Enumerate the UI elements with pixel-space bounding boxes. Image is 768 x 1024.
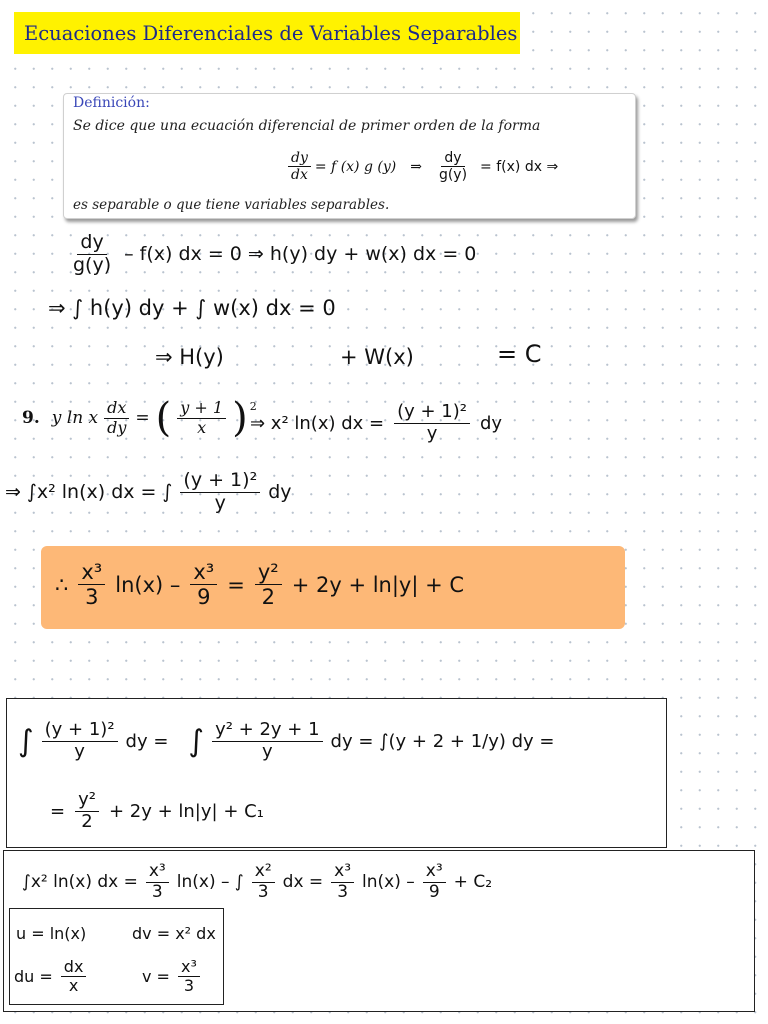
result-term-2 bbox=[190, 560, 217, 609]
parts-v-label: v = bbox=[142, 967, 170, 987]
parts-v-fraction bbox=[178, 958, 200, 996]
result-equation bbox=[55, 560, 464, 609]
definition-line-1: Se dice que una ecuación diferencial de primer orden de la forma bbox=[73, 118, 541, 134]
problem-hw-dy: dy bbox=[480, 412, 503, 434]
step-line-3a: ⇒ H(y) bbox=[155, 345, 224, 369]
work-y-fraction-3 bbox=[75, 790, 99, 832]
right-paren: ) bbox=[232, 395, 248, 441]
work-y-fraction-2 bbox=[212, 720, 322, 762]
problem-9 bbox=[22, 395, 257, 441]
dx-dy-fraction bbox=[104, 399, 129, 437]
fraction-numerator: x³ bbox=[78, 560, 105, 585]
parts-dv: dv = x² dx bbox=[132, 924, 216, 943]
step-line-1 bbox=[70, 232, 476, 277]
parts-du-label: du = bbox=[14, 967, 53, 987]
fraction-denominator: 9 bbox=[428, 881, 440, 902]
fraction-numerator: (y + 1)² bbox=[180, 470, 260, 493]
problem-lhs: y ln x bbox=[51, 408, 99, 428]
fraction-numerator: dy bbox=[77, 232, 106, 255]
work-y-dy-1: dy = bbox=[125, 730, 169, 752]
integral-line bbox=[5, 470, 292, 515]
fraction-denominator: 3 bbox=[183, 976, 194, 996]
dy-dx-fraction bbox=[288, 150, 311, 183]
fraction-numerator: y² + 2y + 1 bbox=[212, 720, 322, 742]
integral-sign: ∫ bbox=[18, 723, 34, 759]
work-x-mid: ln(x) – ∫ bbox=[176, 872, 244, 893]
parts-u: u = ln(x) bbox=[16, 924, 87, 943]
fraction-numerator: dy bbox=[441, 150, 464, 167]
fraction-numerator: x³ bbox=[331, 862, 354, 883]
fraction-numerator: dx bbox=[104, 399, 129, 418]
problem-number: 9. bbox=[22, 408, 40, 428]
problem-handwritten bbox=[250, 402, 502, 444]
problem-equals: = bbox=[135, 408, 150, 428]
fraction-numerator: x³ bbox=[190, 560, 217, 585]
integral-sign: ∫ bbox=[188, 723, 205, 759]
result-term-1 bbox=[78, 560, 105, 609]
fraction-denominator: 3 bbox=[257, 881, 269, 902]
result-term-3-rest: + 2y + ln|y| + C bbox=[291, 572, 465, 597]
work-x-fraction-1 bbox=[146, 862, 169, 902]
formula-rhs: = f (x) g (y) bbox=[314, 158, 397, 175]
fraction-denominator: 9 bbox=[197, 585, 211, 610]
problem-hw-lhs: ⇒ x² ln(x) dx = bbox=[250, 412, 385, 434]
fraction-numerator: y + 1 bbox=[177, 399, 226, 418]
fraction-denominator: y bbox=[74, 740, 85, 762]
definition-line-2: es separable o que tiene variables separables. bbox=[73, 197, 390, 213]
fraction-denominator: g(y) bbox=[73, 253, 112, 276]
fraction-denominator: g(y) bbox=[438, 167, 468, 184]
result-term-1-rest: ln(x) – bbox=[115, 572, 181, 597]
fraction-denominator: 3 bbox=[151, 881, 163, 902]
work-y-line-2-rest: + 2y + ln|y| + C₁ bbox=[108, 800, 264, 822]
work-x-dx: dx = bbox=[282, 872, 324, 893]
definition-formula bbox=[288, 150, 558, 183]
fraction-numerator: x³ bbox=[423, 862, 446, 883]
handwritten-rhs: = f(x) dx ⇒ bbox=[480, 158, 559, 175]
step-line-3b: + W(x) bbox=[340, 345, 414, 369]
integral-line-dy: dy bbox=[268, 481, 292, 504]
fraction-denominator: 2 bbox=[261, 585, 275, 610]
fraction-numerator: dy bbox=[288, 150, 311, 167]
fraction-numerator: x³ bbox=[146, 862, 169, 883]
work-x-fraction-3 bbox=[331, 862, 354, 902]
problem-hw-fraction bbox=[394, 402, 470, 444]
step-line-1-rest: – f(x) dx = 0 ⇒ h(y) dy + w(x) dx = 0 bbox=[124, 243, 477, 266]
fraction-numerator: x³ bbox=[178, 958, 200, 977]
parts-du bbox=[14, 958, 86, 996]
work-y-dy-2: dy = ∫(y + 2 + 1/y) dy = bbox=[330, 730, 555, 752]
paren-fraction bbox=[177, 399, 226, 437]
step-line-3c: = C bbox=[497, 340, 542, 368]
work-x-fraction-2 bbox=[252, 862, 275, 902]
integral-line-fraction bbox=[180, 470, 260, 515]
dy-over-gy bbox=[70, 232, 114, 277]
work-x-fraction-4 bbox=[423, 862, 446, 902]
fraction-numerator: dx bbox=[61, 958, 87, 977]
work-x-rest: ln(x) – bbox=[362, 872, 415, 893]
work-x-line bbox=[22, 862, 492, 902]
parts-du-fraction bbox=[61, 958, 87, 996]
fraction-numerator: (y + 1)² bbox=[394, 402, 470, 424]
fraction-numerator: (y + 1)² bbox=[42, 720, 118, 742]
result-term-3 bbox=[255, 560, 282, 609]
implies-symbol: ⇒ bbox=[410, 158, 422, 175]
integral-line-lhs: ⇒ ∫x² ln(x) dx = ∫ bbox=[5, 481, 173, 504]
work-y-line-2 bbox=[50, 790, 264, 832]
fraction-denominator: y bbox=[261, 740, 273, 762]
page-title bbox=[14, 12, 520, 54]
fraction-numerator: x² bbox=[252, 862, 275, 883]
fraction-denominator: x bbox=[197, 417, 207, 437]
fraction-denominator: y bbox=[214, 491, 226, 514]
fraction-denominator: 3 bbox=[85, 585, 99, 610]
work-x-lhs: ∫x² ln(x) dx = bbox=[22, 872, 138, 893]
fraction-denominator: y bbox=[426, 422, 438, 444]
therefore-symbol: ∴ bbox=[55, 572, 69, 597]
exponent: 2 bbox=[249, 400, 257, 413]
fraction-denominator: 3 bbox=[337, 881, 349, 902]
step-line-2: ⇒ ∫ h(y) dy + ∫ w(x) dx = 0 bbox=[48, 296, 336, 320]
page-title-text: Ecuaciones Diferenciales de Variables Separables bbox=[24, 21, 518, 45]
parts-v bbox=[142, 958, 200, 996]
fraction-numerator: y² bbox=[255, 560, 282, 585]
work-y-line-1 bbox=[18, 720, 555, 762]
work-y-equals: = bbox=[50, 800, 66, 822]
left-paren: ( bbox=[155, 395, 172, 441]
fraction-denominator: 2 bbox=[81, 810, 93, 832]
work-y-fraction-1 bbox=[42, 720, 118, 762]
fraction-denominator: x bbox=[68, 976, 79, 996]
definition-label: Definición: bbox=[73, 95, 150, 111]
result-equals: = bbox=[227, 572, 245, 597]
fraction-denominator: dx bbox=[291, 167, 308, 184]
handwritten-fraction bbox=[436, 150, 470, 183]
work-x-c2: + C₂ bbox=[453, 872, 493, 893]
fraction-denominator: dy bbox=[107, 417, 127, 437]
fraction-numerator: y² bbox=[75, 790, 99, 812]
